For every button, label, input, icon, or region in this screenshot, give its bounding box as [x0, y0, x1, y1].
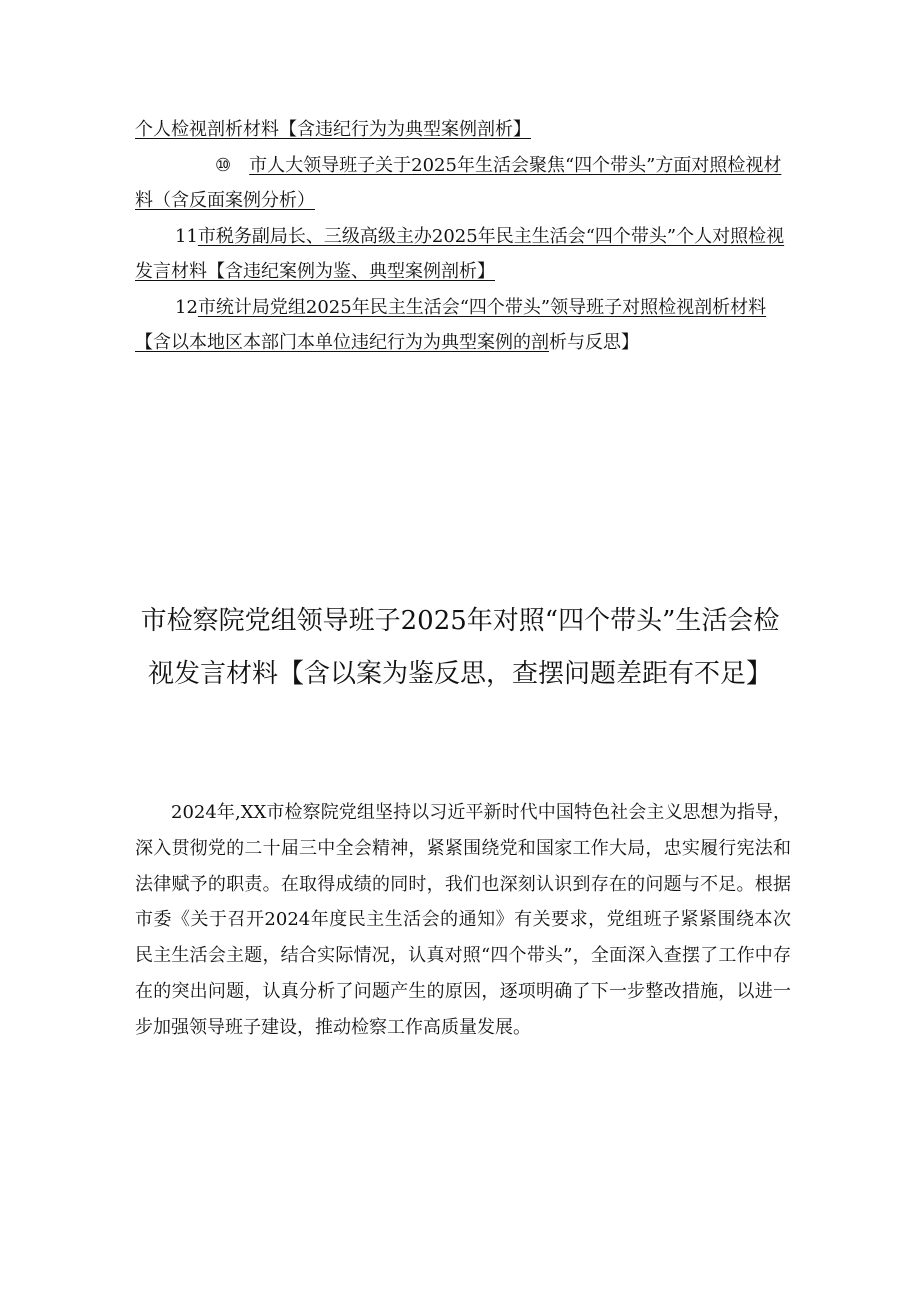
toc-entry-12-link[interactable]: 市统计局党组2025年民主生活会“四个带头”领导班子对照检视剖析材料【含以本地区本部门本单位违纪行为为典型案例的剖	[135, 296, 767, 353]
toc-entry-9[interactable]	[135, 112, 791, 148]
document-title: 市检察院党组领导班子2025年对照“四个带头”生活会检视发言材料【含以案为鉴反思，查摆问题差距有不足】	[140, 606, 780, 689]
table-of-contents	[135, 112, 791, 361]
toc-entry-11-link[interactable]: 市税务副局长、三级高级主办2025年民主生活会“四个带头”个人对照检视发言材料【含违纪案例为鉴、典型案例剖析】	[135, 225, 785, 282]
toc-entry-9-link[interactable]: 个人检视剖析材料【含违纪行为为典型案例剖析】	[135, 119, 531, 140]
toc-entry-12-number: 12	[175, 296, 198, 318]
toc-entry-11-number: 11	[175, 225, 198, 247]
toc-entry-12-tail: 析与反思】	[549, 332, 639, 353]
toc-entry-10-number: ⑩	[215, 154, 232, 176]
toc-entry-10[interactable]	[135, 148, 791, 219]
body-paragraph: 2024年,XX市检察院党组坚持以习近平新时代中国特色社会主义思想为指导，深入贯彻党的二十届三中全会精神，紧紧围绕党和国家工作大局，忠实履行宪法和法律赋予的职责。在取得成绩的同时，我们也深刻认识到存在的问题与不足。根据市委《关于召开2024年度民主生活会的通知》有关要求，党组班子紧紧围绕本次民主生活会主题，结合实际情况，认真对照“四个带头”，全面深入查摆了工作中存在的突出问题，认真分析了问题产生的原因，逐项明确了下一步整改措施，以进一步加强领导班子建设，推动检察工作高质量发展。	[135, 802, 791, 1038]
toc-entry-10-link[interactable]: 市人大领导班子关于2025年生活会聚焦“四个带头”方面对照检视材料（含反面案例分析）	[135, 154, 782, 211]
toc-entry-11[interactable]	[135, 219, 791, 290]
toc-entry-12[interactable]	[135, 290, 791, 361]
